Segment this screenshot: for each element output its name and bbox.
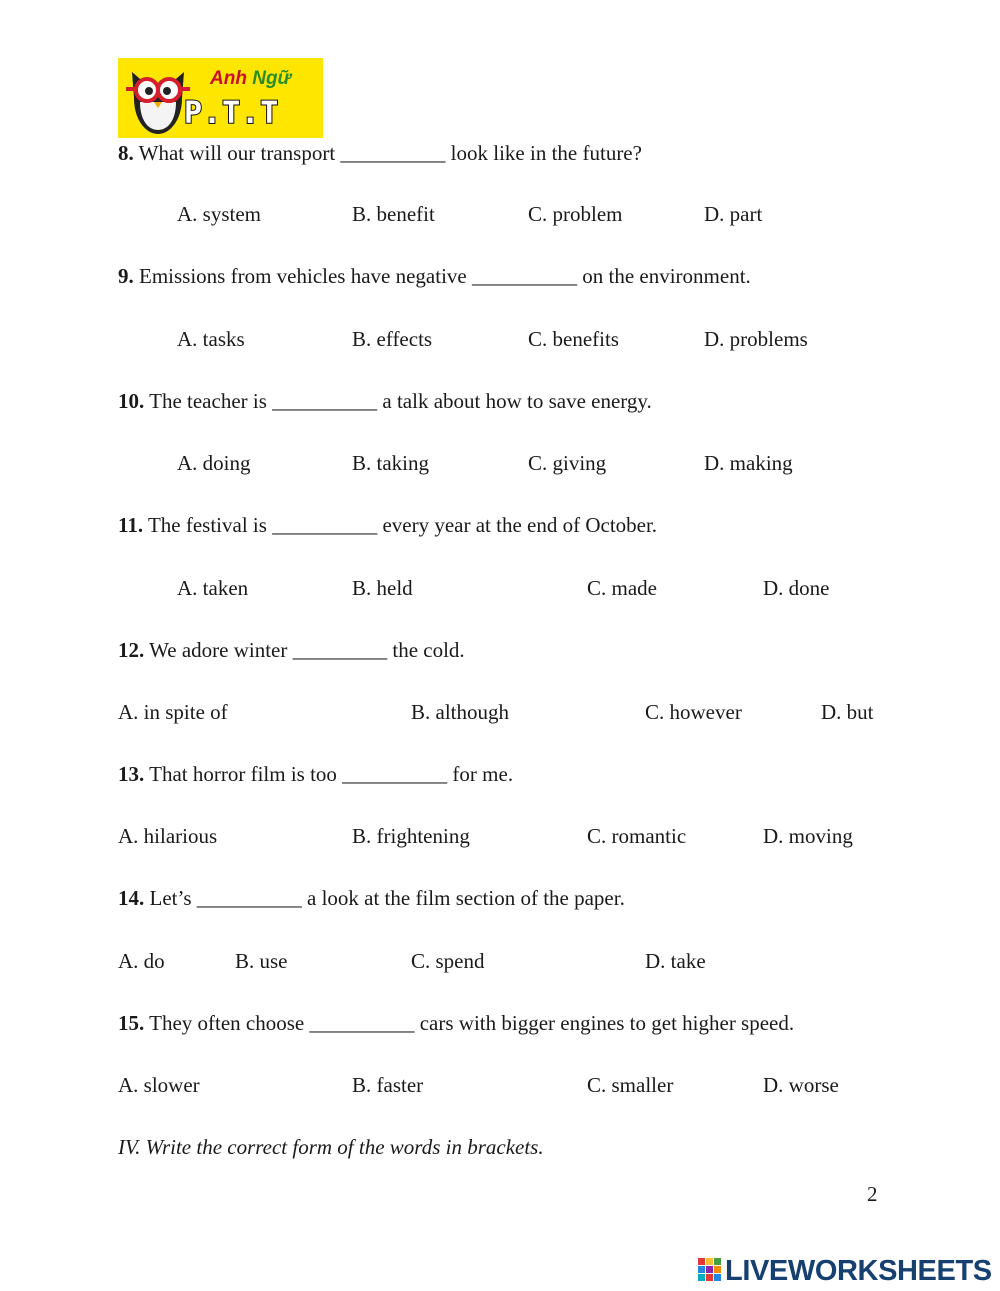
question-text-after: every year at the end of October. [377, 513, 658, 537]
option-15-d[interactable]: D. worse [763, 1073, 839, 1097]
answer-blank[interactable]: __________ [340, 141, 446, 165]
question-15 [118, 1010, 794, 1036]
option-14-a[interactable]: A. do [118, 949, 165, 973]
section-heading: IV. Write the correct form of the words in brackets. [118, 1135, 544, 1159]
question-10 [118, 388, 652, 414]
question-text-before: The teacher is [144, 389, 273, 413]
question-14 [118, 885, 625, 911]
question-number: 14. [118, 886, 145, 910]
liveworksheets-brand[interactable] [697, 1253, 992, 1289]
question-text-after: a talk about how to save energy. [377, 389, 652, 413]
answer-blank[interactable]: __________ [472, 264, 577, 288]
question-9 [118, 263, 751, 289]
option-14-d[interactable]: D. take [645, 949, 706, 973]
question-text-before: That horror film is too [144, 762, 343, 786]
liveworksheets-wordmark: LIVEWORKSHEETS [725, 1254, 992, 1287]
question-number: 8. [118, 141, 134, 165]
question-11 [118, 512, 657, 538]
option-8-c[interactable]: C. problem [528, 202, 623, 226]
option-8-b[interactable]: B. benefit [352, 202, 435, 226]
question-number: 13. [118, 762, 145, 786]
option-15-c[interactable]: C. smaller [587, 1073, 674, 1097]
answer-blank[interactable]: __________ [196, 886, 302, 910]
question-text-after: cars with bigger engines to get higher speed. [414, 1011, 795, 1035]
question-text-before: Let’s [144, 886, 197, 910]
option-11-d[interactable]: D. done [763, 576, 830, 600]
option-13-c[interactable]: C. romantic [587, 824, 687, 848]
question-text-before: They often choose [144, 1011, 310, 1035]
option-9-b[interactable]: B. effects [352, 327, 433, 351]
question-text-before: The festival is [143, 513, 273, 537]
logo-text-anh-ngu: Anh Ngữ [210, 68, 292, 89]
option-9-c[interactable]: C. benefits [528, 327, 619, 351]
option-8-a[interactable]: A. system [177, 202, 261, 226]
question-number: 11. [118, 513, 144, 537]
question-13 [118, 761, 513, 787]
option-8-d[interactable]: D. part [704, 202, 763, 226]
option-12-a[interactable]: A. in spite of [118, 700, 228, 724]
option-11-b[interactable]: B. held [352, 576, 413, 600]
option-15-b[interactable]: B. faster [352, 1073, 424, 1097]
logo-text-ptt: P.T.T [184, 96, 280, 131]
option-12-d[interactable]: D. but [821, 700, 874, 724]
question-text-before: What will our transport [133, 141, 341, 165]
option-11-c[interactable]: C. made [587, 576, 657, 600]
option-13-b[interactable]: B. frightening [352, 824, 470, 848]
option-12-b[interactable]: B. although [411, 700, 509, 724]
option-9-a[interactable]: A. tasks [177, 327, 245, 351]
question-number: 12. [118, 638, 145, 662]
option-11-a[interactable]: A. taken [177, 576, 249, 600]
answer-blank[interactable]: __________ [309, 1011, 415, 1035]
option-12-c[interactable]: C. however [645, 700, 742, 724]
option-9-d[interactable]: D. problems [704, 327, 808, 351]
option-13-d[interactable]: D. moving [763, 824, 853, 848]
question-text-after: look like in the future? [445, 141, 642, 165]
question-number: 15. [118, 1011, 145, 1035]
answer-blank[interactable]: __________ [272, 389, 378, 413]
question-text-after: a look at the film section of the paper. [301, 886, 625, 910]
question-number: 9. [118, 264, 134, 288]
option-10-c[interactable]: C. giving [528, 451, 607, 475]
question-text-after: on the environment. [577, 264, 751, 288]
logo-anh-ngu-ptt [118, 58, 323, 138]
question-text-after: the cold. [387, 638, 465, 662]
question-text-before: We adore winter [144, 638, 293, 662]
question-8 [118, 140, 642, 166]
question-text-before: Emissions from vehicles have negative [133, 264, 472, 288]
page-number: 2 [867, 1182, 878, 1206]
answer-blank[interactable]: __________ [272, 513, 378, 537]
option-15-a[interactable]: A. slower [118, 1073, 200, 1097]
option-10-b[interactable]: B. taking [352, 451, 429, 475]
option-14-c[interactable]: C. spend [411, 949, 485, 973]
option-10-a[interactable]: A. doing [177, 451, 251, 475]
question-text-after: for me. [447, 762, 514, 786]
question-number: 10. [118, 389, 145, 413]
option-14-b[interactable]: B. use [235, 949, 288, 973]
liveworksheets-logo-icon [697, 1256, 723, 1286]
option-10-d[interactable]: D. making [704, 451, 793, 475]
answer-blank[interactable]: __________ [342, 762, 448, 786]
answer-blank[interactable]: _________ [292, 638, 388, 662]
option-13-a[interactable]: A. hilarious [118, 824, 218, 848]
question-12 [118, 637, 465, 663]
